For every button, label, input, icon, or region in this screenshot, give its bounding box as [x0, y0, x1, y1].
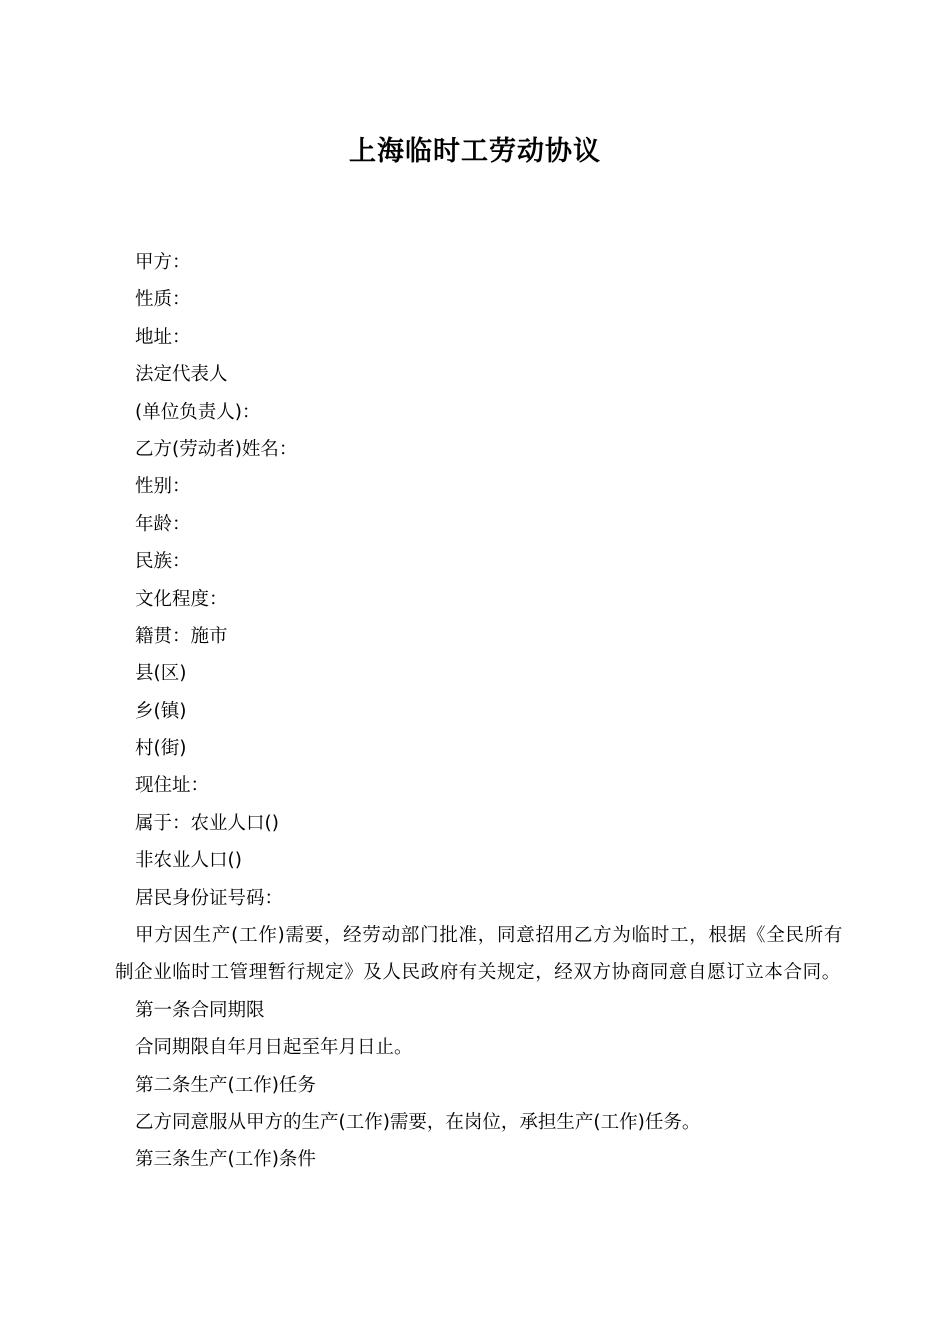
field-native-place: 籍贯：施市 — [135, 625, 228, 647]
field-address: 地址： — [135, 326, 191, 348]
field-village: 村(街) — [135, 738, 187, 760]
field-ethnicity: 民族： — [135, 551, 191, 573]
field-belongs-to: 属于：农业人口() — [135, 812, 279, 834]
field-current-address: 现住址： — [135, 775, 210, 797]
field-party-a: 甲方： — [135, 252, 191, 273]
field-age: 年龄： — [135, 513, 191, 535]
article-2-text: 乙方同意服从甲方的生产(工作)需要，在岗位，承担生产(工作)任务。 — [135, 1112, 701, 1134]
field-non-agricultural: 非农业人口() — [135, 850, 242, 872]
field-party-b-name: 乙方(劳动者)姓名： — [135, 438, 298, 460]
field-township: 乡(镇) — [135, 700, 187, 722]
field-legal-representative: 法定代表人 — [135, 364, 228, 386]
field-county: 县(区) — [135, 663, 187, 685]
field-education: 文化程度： — [135, 588, 228, 610]
article-3-title: 第三条生产(工作)条件 — [135, 1149, 316, 1171]
intro-paragraph: 甲方因生产(工作)需要，经劳动部门批准，同意招用乙方为临时工，根据《全民所有制企业临时工管理暂行规定》及人民政府有关规定，经双方协商同意自愿订立本合同。 — [115, 925, 843, 984]
article-1-title: 第一条合同期限 — [135, 999, 265, 1021]
field-nature: 性质： — [135, 289, 191, 311]
field-id-number: 居民身份证号码： — [135, 887, 284, 909]
field-gender: 性别： — [135, 476, 191, 498]
article-2-title: 第二条生产(工作)任务 — [135, 1074, 316, 1096]
field-unit-head: (单位负责人)： — [135, 401, 261, 423]
document-title: 上海临时工劳动协议 — [349, 136, 601, 167]
article-1-text: 合同期限自年月日起至年月日止。 — [135, 1037, 413, 1059]
document-body — [115, 244, 843, 1179]
